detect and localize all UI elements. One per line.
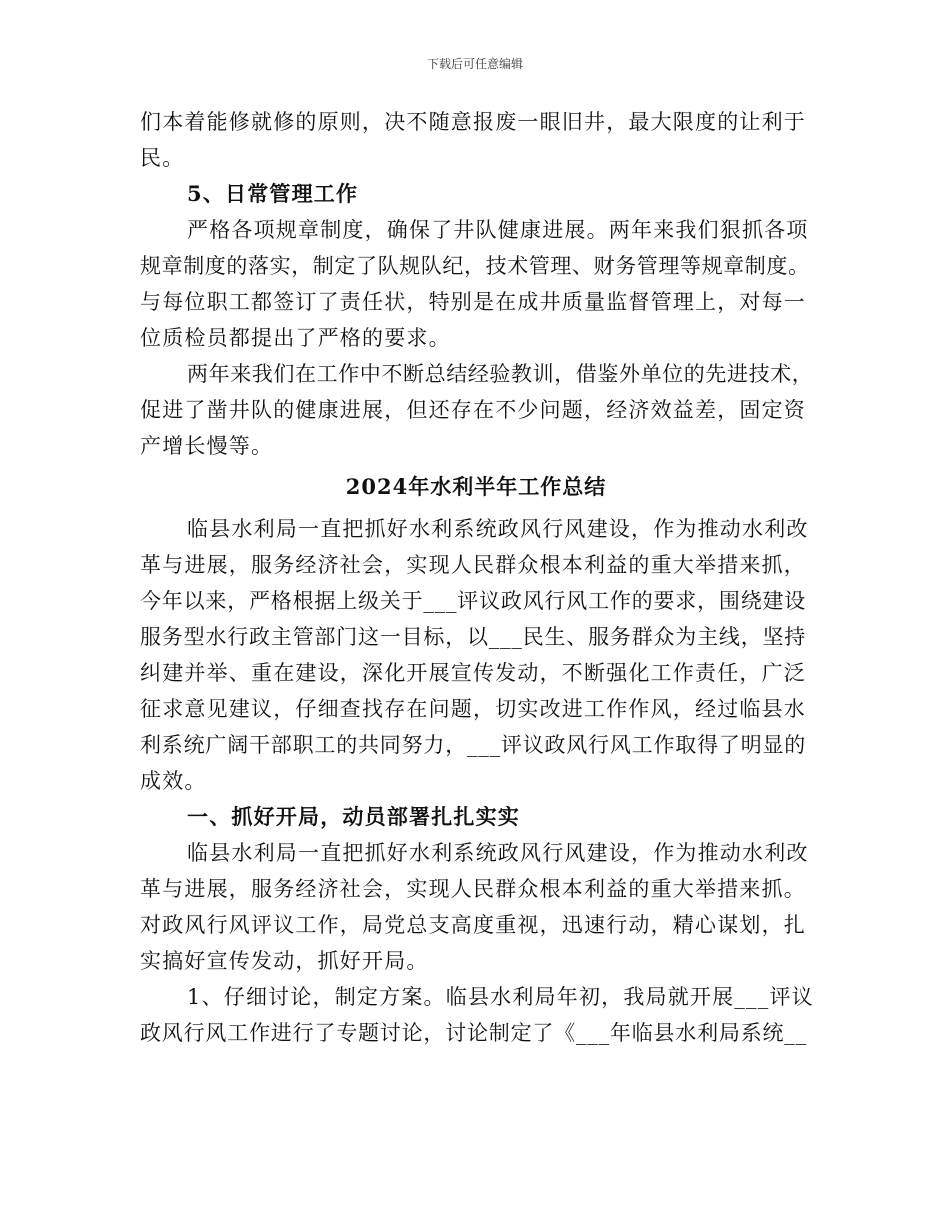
text-line: 临县水利局一直把抓好水利系统政风行风建设，作为推动水利改 bbox=[187, 841, 809, 865]
text-line: 们本着能修就修的原则，决不随意报废一眼旧井，最大限度的让利于 bbox=[140, 110, 806, 134]
text-line: 严格各项规章制度，确保了井队健康进展。两年来我们狠抓各项 bbox=[187, 218, 809, 242]
text-line: 征求意见建议，仔细查找存在问题，切实改进工作作风，经过临县水 bbox=[140, 697, 806, 721]
text-line: 民。 bbox=[140, 146, 185, 170]
text-line: 对政风行风评议工作，局党总支高度重视，迅速行动，精心谋划，扎 bbox=[140, 913, 806, 937]
text-line: 促进了凿井队的健康进展，但还存在不少问题，经济效益差，固定资 bbox=[140, 398, 806, 422]
page-header-note: 下载后可任意编辑 bbox=[426, 57, 523, 71]
text-line: 位质检员都提出了严格的要求。 bbox=[140, 326, 451, 350]
text-line: 纠建并举、重在建设，深化开展宣传发动，不断强化工作责任，广泛 bbox=[140, 661, 806, 685]
document-body bbox=[140, 104, 812, 1051]
text-line: 利系统广阔干部职工的共同努力，___评议政风行风工作取得了明显的 bbox=[140, 733, 807, 757]
text-line: 今年以来，严格根据上级关于___评议政风行风工作的要求，围绕建设 bbox=[140, 589, 807, 613]
text-line: 1、仔细讨论，制定方案。临县水利局年初，我局就开展___评议 bbox=[187, 985, 814, 1009]
text-line: 实搞好宣传发动，抓好开局。 bbox=[140, 949, 429, 973]
text-line: 成效。 bbox=[140, 769, 207, 793]
text-line: 革与进展，服务经济社会，实现人民群众根本利益的重大举措来抓。 bbox=[140, 877, 806, 901]
text-line: 与每位职工都签订了责任状，特别是在成井质量监督管理上，对每一 bbox=[140, 290, 806, 314]
section-heading: 一、抓好开局，动员部署扎扎实实 bbox=[187, 804, 520, 829]
text-line: 规章制度的落实，制定了队规队纪，技术管理、财务管理等规章制度。 bbox=[140, 254, 810, 278]
section-heading: 5、日常管理工作 bbox=[187, 181, 359, 206]
text-line: 两年来我们在工作中不断总结经验教训，借鉴外单位的先进技术， bbox=[187, 362, 814, 386]
document-title: 2024年水利半年工作总结 bbox=[345, 474, 607, 499]
text-line: 临县水利局一直把抓好水利系统政风行风建设，作为推动水利改 bbox=[187, 517, 809, 541]
text-line: 产增长慢等。 bbox=[140, 434, 274, 458]
text-line: 革与进展，服务经济社会，实现人民群众根本利益的重大举措来抓， bbox=[140, 553, 806, 577]
text-line: 服务型水行政主管部门这一目标，以___民生、服务群众为主线，坚持 bbox=[140, 625, 807, 649]
text-line: 政风行风工作进行了专题讨论，讨论制定了《___年临县水利局系统__ bbox=[140, 1021, 807, 1045]
